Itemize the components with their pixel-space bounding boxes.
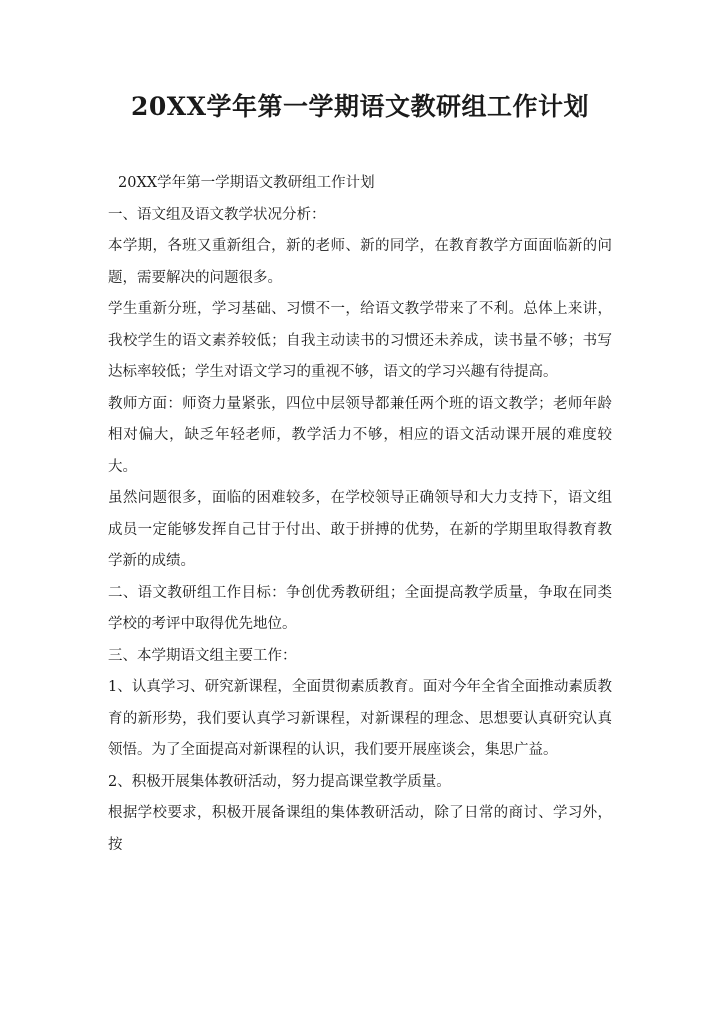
section-heading-goals: 二、语文教研组工作目标：争创优秀教研组；全面提高教学质量，争取在同类学校的考评中取得优先地位。: [108, 584, 612, 632]
document-body: [108, 168, 612, 861]
paragraph-collective-research: 根据学校要求，积极开展备课组的集体教研活动，除了日常的商讨、学习外，按: [108, 805, 612, 853]
section-heading-main-work: 三、本学期语文组主要工作：: [108, 647, 297, 664]
paragraph-outlook: 虽然问题很多，面临的困难较多，在学校领导正确领导和大力支持下，语文组成员一定能够发挥自己甘于付出、敢于拼搏的优势，在新的学期里取得教育教学新的成绩。: [108, 490, 612, 569]
document-subtitle: 20XX学年第一学期语文教研组工作计划: [118, 175, 375, 191]
paragraph-student-situation: 学生重新分班，学习基础、习惯不一，给语文教学带来了不利。总体上来讲，我校学生的语文素养较低；自我主动读书的习惯还未养成，读书量不够；书写达标率较低；学生对语文学习的重视不够，语文的学习兴趣有待提高。: [108, 301, 612, 380]
paragraph-teacher-situation: 教师方面：师资力量紧张，四位中层领导都兼任两个班的语文教学；老师年龄相对偏大，缺乏年轻老师，教学活力不够，相应的语文活动课开展的难度较大。: [108, 395, 612, 475]
section-heading-analysis: 一、语文组及语文教学状况分析：: [108, 206, 326, 223]
paragraph-work-item-1: 1、认真学习、研究新课程，全面贯彻素质教育。面对今年全省全面推动素质教育的新形势，我们要认真学习新课程，对新课程的理念、思想要认真研究认真领悟。为了全面提高对新课程的认识，我们要开展座谈会，集思广益。: [108, 679, 612, 758]
paragraph-work-item-2: 2、积极开展集体教研活动，努力提高课堂教学质量。: [108, 773, 451, 790]
document-title: 20XX学年第一学期语文教研组工作计划: [130, 92, 590, 121]
paragraph-semester-overview: 本学期，各班又重新组合，新的老师、新的同学，在教育教学方面面临新的问题，需要解决的问题很多。: [108, 238, 612, 286]
